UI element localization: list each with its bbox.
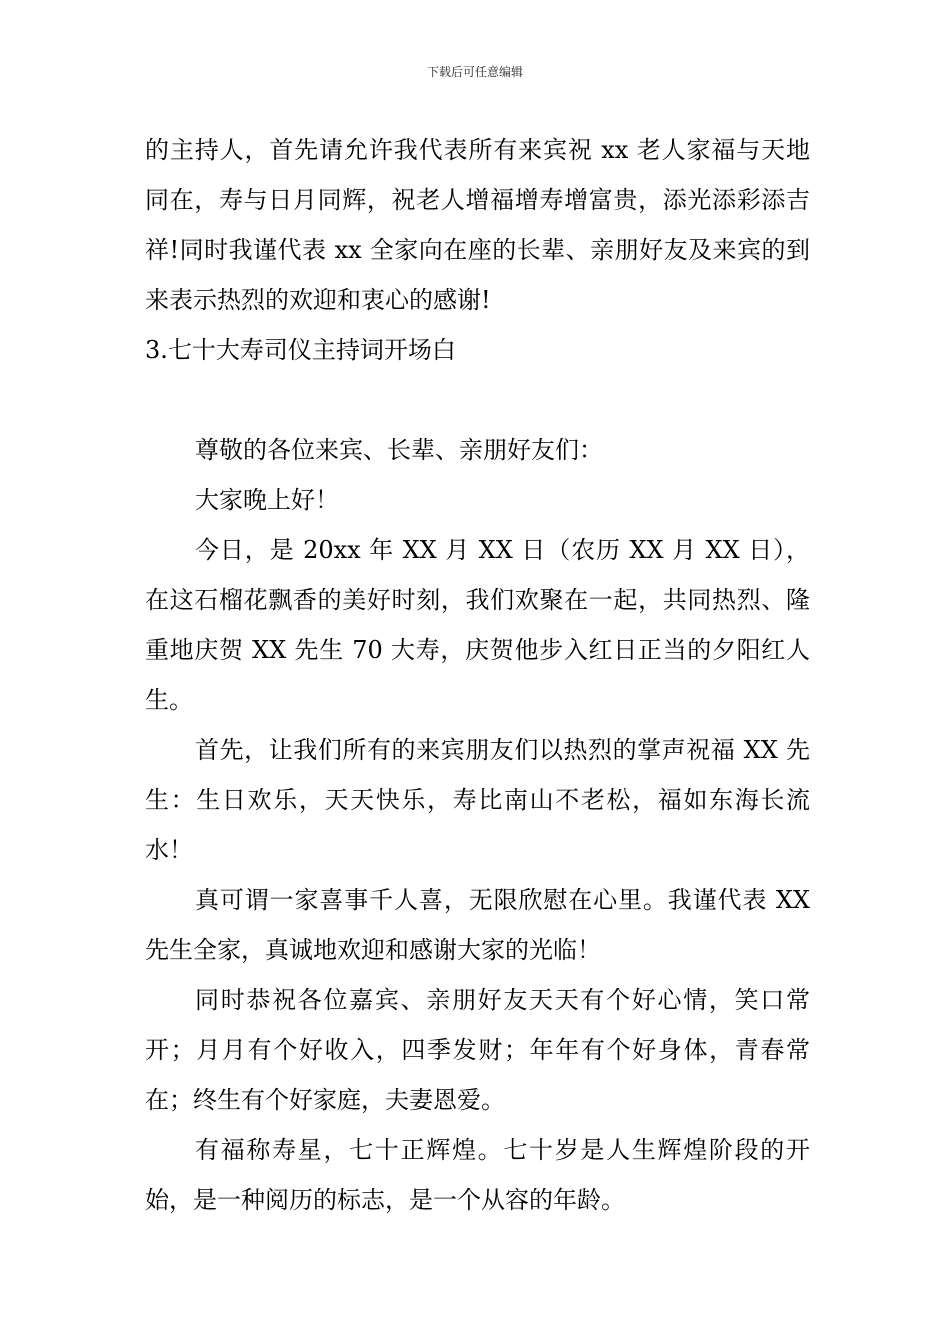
body-paragraph: 有福称寿星，七十正辉煌。七十岁是人生辉煌阶段的开始，是一种阅历的标志，是一个从容的年龄。 xyxy=(145,1136,810,1214)
section-heading: 3.七十大寿司仪主持词开场白 xyxy=(145,336,456,364)
body-paragraph: 今日，是 20xx 年 XX 月 XX 日（农历 XX 月 XX 日），在这石榴花飘香的美好时刻，我们欢聚在一起，共同热烈、隆重地庆贺 XX 先生 70 大寿，庆贺他步入红日正当的夕阳红人生。 xyxy=(145,536,810,714)
page-header: 下载后可任意编辑 xyxy=(426,65,523,79)
body-paragraph: 真可谓一家喜事千人喜，无限欣慰在心里。我谨代表 XX 先生全家，真诚地欢迎和感谢大家的光临！ xyxy=(145,886,818,964)
body-paragraph: 首先，让我们所有的来宾朋友们以热烈的掌声祝福 XX 先生：生日欢乐，天天快乐，寿比南山不老松，福如东海长流水！ xyxy=(145,736,810,864)
body-paragraph: 同时恭祝各位嘉宾、亲朋好友天天有个好心情，笑口常开；月月有个好收入，四季发财；年年有个好身体，青春常在；终生有个好家庭，夫妻恩爱。 xyxy=(145,986,810,1114)
blank-line xyxy=(145,375,810,425)
salutation: 尊敬的各位来宾、长辈、亲朋好友们： xyxy=(195,436,603,464)
continuation-paragraph: 的主持人，首先请允许我代表所有来宾祝 xx 老人家福与天地同在，寿与日月同辉，祝老人增福增寿增富贵，添光添彩添吉祥!同时我谨代表 xx 全家向在座的长辈、亲朋好友及来宾的到来表示热烈的欢迎和衷心的感谢! xyxy=(145,136,810,314)
greeting: 大家晚上好！ xyxy=(195,486,339,514)
document-body xyxy=(145,125,818,1225)
